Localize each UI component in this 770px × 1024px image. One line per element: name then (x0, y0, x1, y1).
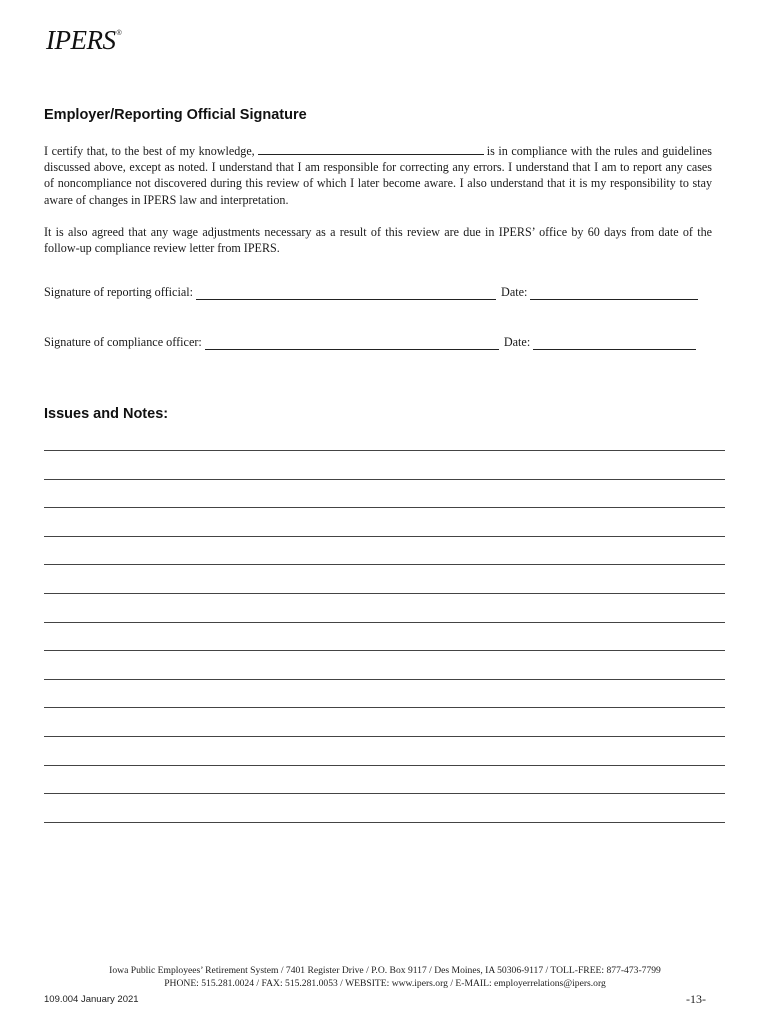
reporting-official-row (44, 285, 725, 300)
notes-line[interactable] (44, 536, 725, 537)
form-code: 109.004 January 2021 (44, 994, 139, 1005)
compliance-officer-label: Signature of compliance officer: (44, 335, 202, 349)
employer-name-blank[interactable] (258, 143, 484, 155)
footer-address: Iowa Public Employees’ Retirement System / 7401 Register Drive / P.O. Box 9117 / Des Moines, IA 50306-9117 / TOLL-FREE: 877-473-7799 (109, 965, 661, 976)
ipers-logo (46, 26, 122, 54)
notes-heading: Issues and Notes: (44, 406, 169, 422)
footer-contact: PHONE: 515.281.0024 / FAX: 515.281.0053 / WEBSITE: www.ipers.org / E-MAIL: employerrelations@ipers.org (164, 978, 606, 989)
compliance-officer-date-line[interactable] (533, 338, 696, 350)
reporting-official-date-label: Date: (501, 285, 528, 299)
agreement-paragraph: It is also agreed that any wage adjustments necessary as a result of this review are due in IPERS’ office by 60 days from date of the follow-up compliance review letter from IPERS. (44, 225, 712, 256)
reporting-official-label: Signature of reporting official: (44, 285, 194, 299)
compliance-officer-row (44, 335, 725, 350)
certify-before-text: I certify that, to the best of my knowledge, (44, 144, 255, 158)
notes-line[interactable] (44, 793, 725, 794)
certify-after-text: is in compliance with the rules and guidelines discussed above, except as noted. I understand that I am responsible for correcting any errors. I understand that I am to report any cases of noncompliance not discovered during this review of which I later become aware. I also understand that it is my responsibility to stay aware of changes in IPERS law and interpretation. (44, 144, 712, 207)
notes-line[interactable] (44, 822, 725, 823)
certification-paragraph (44, 143, 712, 208)
page-number: -13- (686, 992, 706, 1006)
notes-line[interactable] (44, 622, 725, 623)
notes-line[interactable] (44, 593, 725, 594)
notes-line[interactable] (44, 507, 725, 508)
notes-line[interactable] (44, 564, 725, 565)
compliance-officer-signature-line[interactable] (205, 338, 499, 350)
logo-text: IPERS (46, 25, 116, 55)
reporting-official-date-line[interactable] (530, 288, 698, 300)
notes-line[interactable] (44, 450, 725, 451)
notes-line[interactable] (44, 707, 725, 708)
notes-line[interactable] (44, 479, 725, 480)
notes-line[interactable] (44, 679, 725, 680)
reporting-official-signature-line[interactable] (196, 288, 496, 300)
signature-heading: Employer/Reporting Official Signature (44, 107, 307, 123)
registered-mark: ® (116, 30, 122, 37)
notes-line[interactable] (44, 736, 725, 737)
notes-line[interactable] (44, 765, 725, 766)
notes-line[interactable] (44, 650, 725, 651)
compliance-officer-date-label: Date: (503, 335, 531, 349)
